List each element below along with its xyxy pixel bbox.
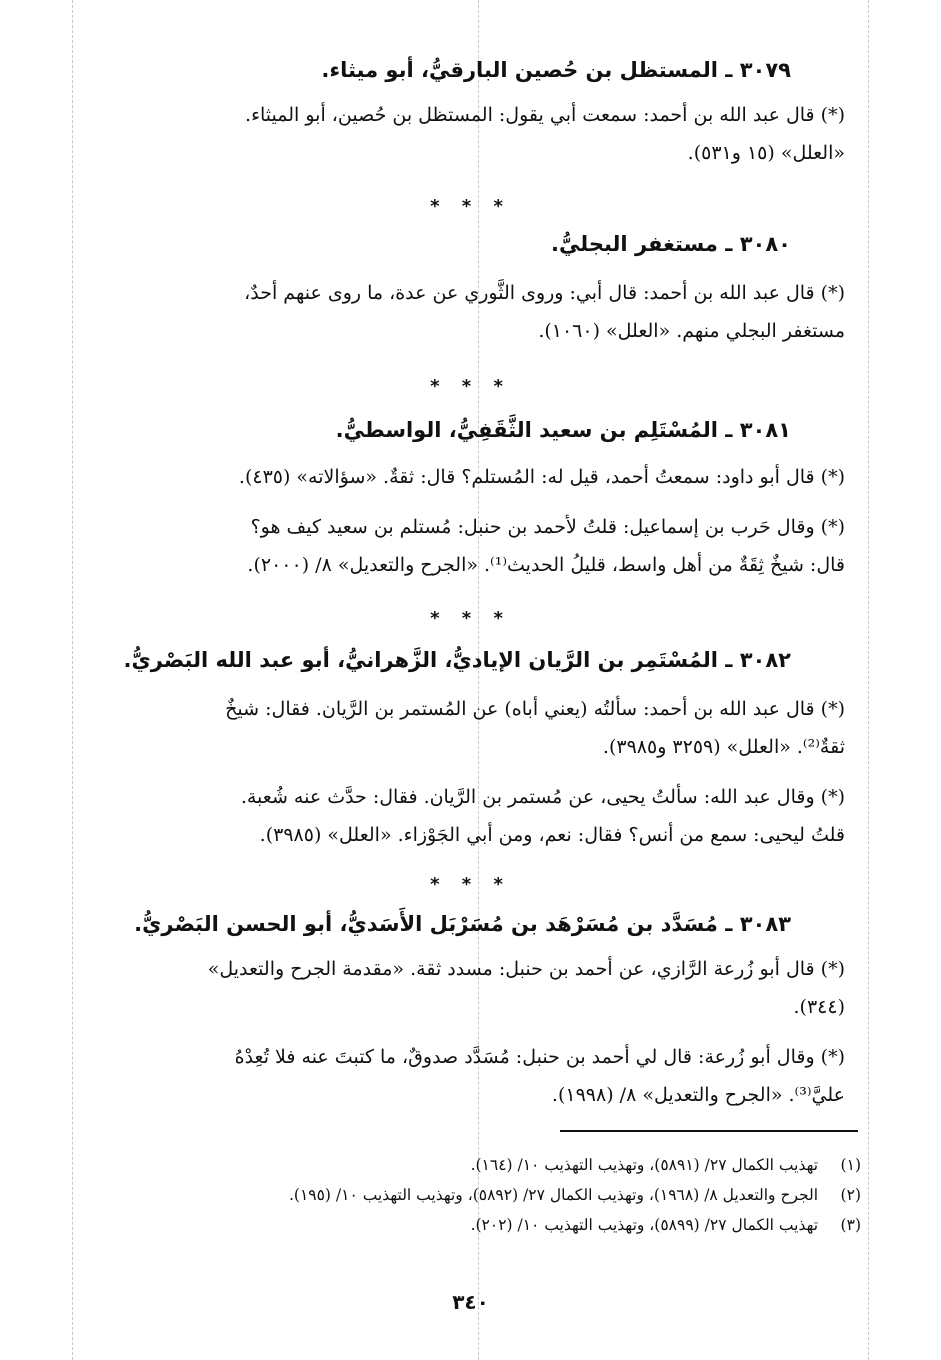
paragraph-line: قلتُ ليحيى: سمع من أنس؟ فقال: نعم، ومن أبي الجَوْزاء. «العلل» (٣٩٨٥). [259, 824, 845, 846]
section-separator: * * * [430, 376, 511, 397]
section-separator: * * * [430, 608, 511, 629]
entry-paragraph [66, 778, 845, 854]
paragraph-line: (*) قال عبد الله بن أحمد: سمعت أبي يقول: المستظل بن حُصين، أبو الميثاء. [245, 104, 845, 126]
entry-paragraph [66, 690, 845, 766]
section-separator: * * * [430, 196, 511, 217]
entry-heading: ٣٠٧٩ ـ المستظل بن حُصين البارقيُّ، أبو ميثاء. [321, 58, 791, 82]
paragraph-line: (*) قال عبد الله بن أحمد: سألتُه (يعني أباه) عن المُستمر بن الرَّيان. فقال: شيخٌ [225, 698, 845, 720]
footnotes [120, 1150, 861, 1240]
paragraph-line: ثقةٌ⁽²⁾. «العلل» (٣٢٥٩ و٣٩٨٥). [602, 736, 845, 758]
footnote [120, 1150, 861, 1180]
entry-paragraph [66, 458, 845, 496]
paragraph-line: «العلل» (١٥ و٥٣١). [687, 142, 845, 164]
paragraph-line: (٣٤٤). [793, 996, 845, 1018]
paragraph-line: قال: شيخٌ ثِقَةٌ من أهل واسط، قليلُ الحديث⁽¹⁾. «الجرح والتعديل» ٨/ (٢٠٠٠). [247, 554, 845, 576]
paragraph-line: (*) وقال حَرب بن إسماعيل: قلتُ لأحمد بن حنبل: مُستلم بن سعيد كيف هو؟ [250, 516, 845, 538]
page-number: ٣٤٠ [452, 1290, 489, 1314]
entry-heading: ٣٠٨١ ـ المُسْتَلِم بن سعيد الثَّقَفِيُّ، الواسطيُّ. [335, 418, 791, 442]
entry-paragraph [66, 950, 845, 1026]
footnote [120, 1210, 861, 1240]
paragraph-line: (*) وقال أبو زُرعة: قال لي أحمد بن حنبل: مُسَدَّد صدوقٌ، ما كتبتَ عنه فلا تُعِدْهُ [234, 1046, 845, 1068]
paragraph-line: (*) وقال عبد الله: سألتُ يحيى، عن مُستمر بن الرَّيان. فقال: حدَّث عنه شُعبة. [240, 786, 845, 808]
footnote [120, 1180, 861, 1210]
section-separator: * * * [430, 874, 511, 895]
paragraph-line: (*) قال أبو داود: سمعتُ أحمد، قيل له: المُستلم؟ قال: ثقةٌ. «سؤالاته» (٤٣٥). [238, 466, 845, 488]
paragraph-line: مستغفر البجلي منهم. «العلل» (١٠٦٠). [538, 320, 845, 342]
entry-heading: ٣٠٨٠ ـ مستغفر البجليُّ. [551, 232, 791, 256]
paragraph-line: (*) قال عبد الله بن أحمد: قال أبي: وروى الثَّوري عن عدة، ما روى عنهم أحدٌ، [244, 282, 845, 304]
paragraph-line: عليَّ⁽³⁾. «الجرح والتعديل» ٨/ (١٩٩٨). [551, 1084, 845, 1106]
entry-paragraph [66, 508, 845, 584]
footnote-text: الجرح والتعديل ٨/ (١٩٦٨)، وتهذيب الكمال ٢٧/ (٥٨٩٢)، وتهذيب التهذيب ١٠/ (١٩٥). [288, 1186, 819, 1204]
footnote-number: (٣) [840, 1216, 861, 1234]
entry-heading: ٣٠٨٢ ـ المُسْتَمِر بن الرَّيان الإياديُّ، الزَّهرانيُّ، أبو عبد الله البَصْريُّ. [123, 648, 791, 672]
footnote-text: تهذيب الكمال ٢٧/ (٥٨٩١)، وتهذيب التهذيب ١٠/ (١٦٤). [470, 1156, 819, 1174]
footnote-text: تهذيب الكمال ٢٧/ (٥٨٩٩)، وتهذيب التهذيب ١٠/ (٢٠٢). [470, 1216, 819, 1234]
paragraph-line: (*) قال أبو زُرعة الرَّازي، عن أحمد بن حنبل: مسدد ثقة. «مقدمة الجرح والتعديل» [207, 958, 845, 980]
entry-paragraph [66, 1038, 845, 1114]
footnote-number: (٢) [840, 1186, 861, 1204]
entry-paragraph [66, 274, 845, 350]
entry-paragraph [66, 96, 845, 172]
footnote-rule [560, 1130, 858, 1132]
footnote-number: (١) [840, 1156, 861, 1174]
entry-heading: ٣٠٨٣ ـ مُسَدَّد بن مُسَرْهَد بن مُسَرْبَل الأَسَديُّ، أبو الحسن البَصْريُّ. [134, 912, 791, 936]
